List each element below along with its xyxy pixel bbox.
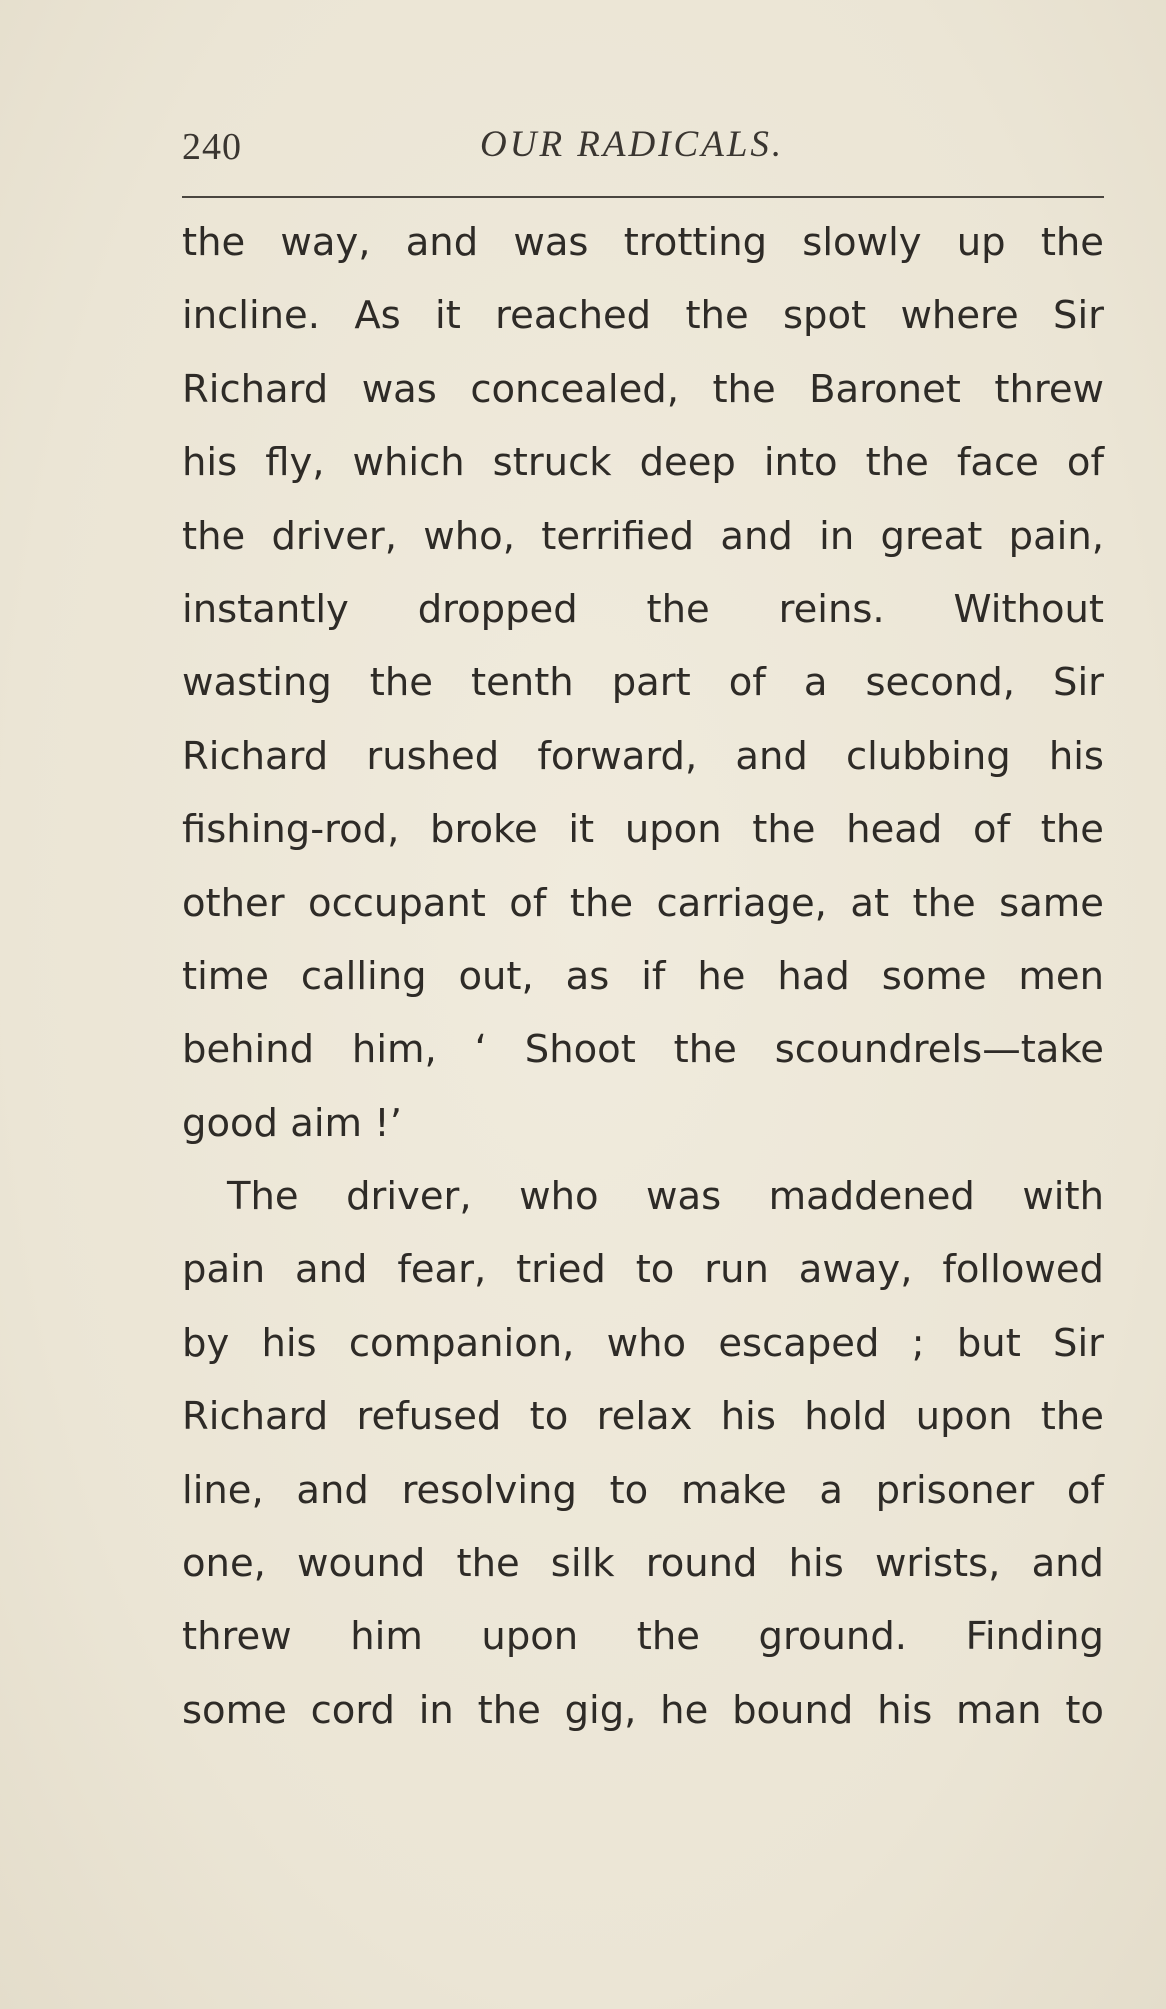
text-line: behind him, ‘ Shoot the scoundrels—take: [182, 1027, 1104, 1073]
text-line: The driver, who was maddened with: [227, 1174, 1104, 1220]
page-header: [0, 0, 1166, 220]
text-line: instantly dropped the reins. Without: [182, 586, 1104, 632]
text-line: some cord in the gig, he bound his man to: [182, 1687, 1104, 1733]
text-line: fishing-rod, broke it upon the head of the: [182, 807, 1104, 853]
text-line: by his companion, who escaped ; but Sir: [182, 1320, 1104, 1366]
text-line: incline. As it reached the spot where Sir: [182, 293, 1104, 339]
text-line: one, wound the silk round his wrists, and: [182, 1541, 1104, 1587]
body-text: [182, 206, 1104, 1747]
text-line: Richard rushed forward, and clubbing his: [182, 733, 1104, 779]
text-line: time calling out, as if he had some men: [182, 953, 1104, 999]
text-line: the way, and was trotting slowly up the: [182, 220, 1104, 265]
text-line: other occupant of the carriage, at the same: [182, 880, 1104, 926]
text-line: good aim !’: [182, 1100, 402, 1146]
header-rule: [182, 196, 1104, 198]
text-line: threw him upon the ground. Finding: [182, 1614, 1104, 1660]
text-line: Richard refused to relax his hold upon the: [182, 1394, 1104, 1440]
page-number: 240: [182, 126, 242, 168]
text-line: Richard was concealed, the Baronet threw: [182, 366, 1104, 412]
running-head: OUR RADICALS.: [480, 124, 785, 165]
text-line: pain and fear, tried to run away, followed: [182, 1247, 1104, 1293]
text-line: his fly, which struck deep into the face of: [182, 440, 1104, 486]
text-line: wasting the tenth part of a second, Sir: [182, 660, 1104, 706]
text-line: line, and resolving to make a prisoner of: [182, 1467, 1104, 1513]
text-line: the driver, who, terrified and in great pain,: [182, 513, 1104, 559]
